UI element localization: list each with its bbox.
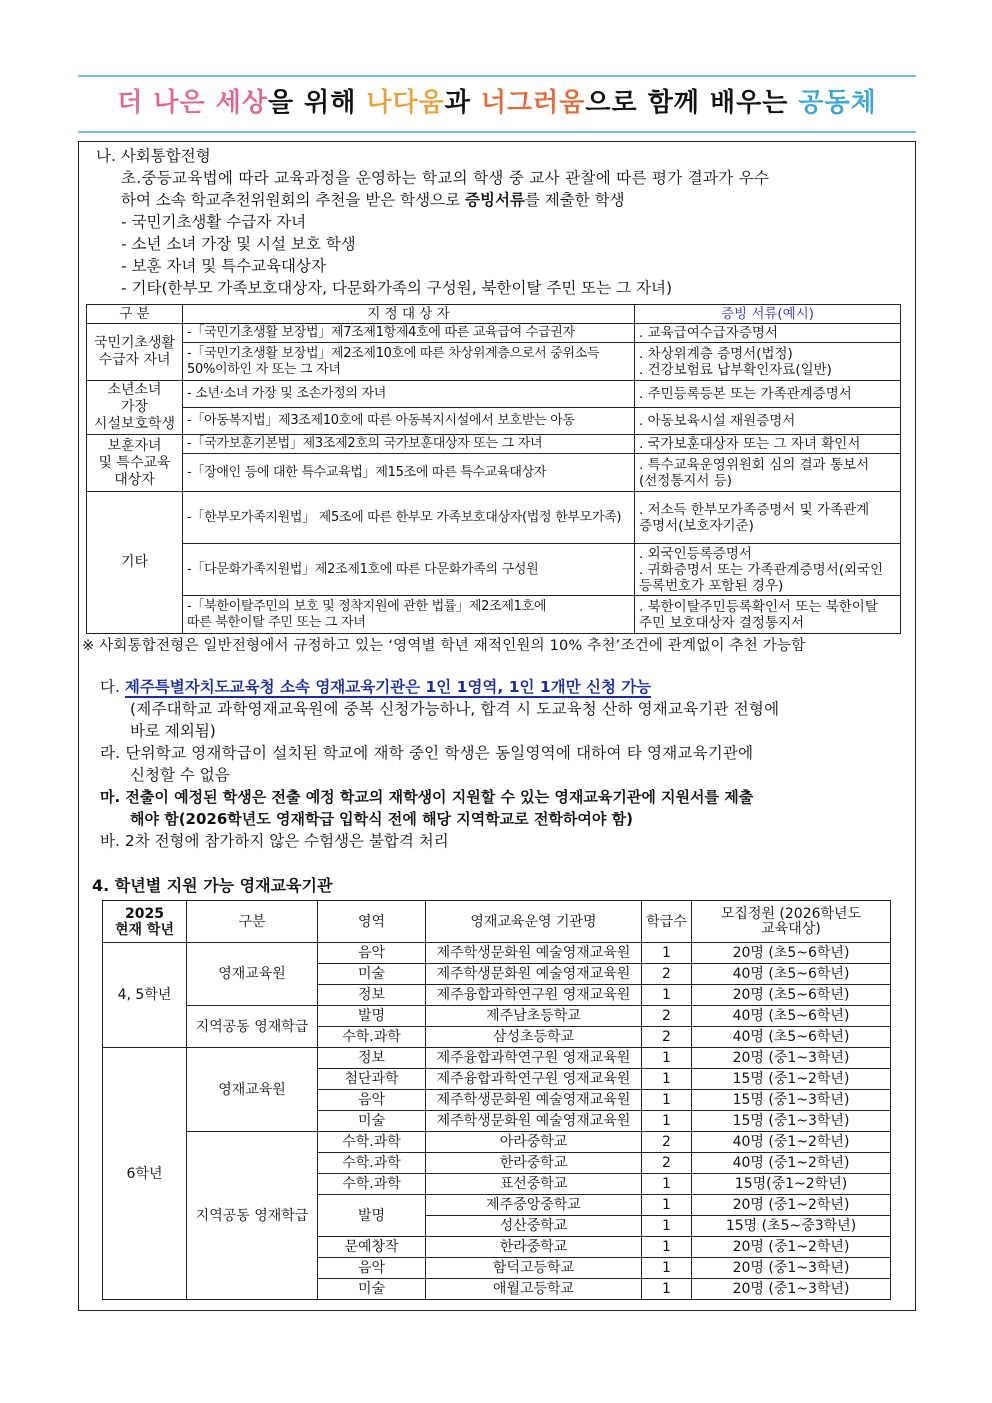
eligibility-row — [87, 596, 901, 634]
header-classes: 학급수 — [642, 901, 692, 943]
top-rule — [78, 75, 916, 77]
eligibility-documents: . 주민등록등본 또는 가족관계증명서 — [635, 381, 901, 408]
eligibility-target: -「북한이탈주민의 보호 및 정착지원에 관한 법률」제2조제1호에 따른 북한이탈 주민 또는 그 자녀 — [183, 596, 635, 634]
eligibility-target: -「국가보훈기본법」제3조제2호의 국가보훈대상자 또는 그 자녀 — [183, 435, 635, 454]
quota-cell: 15명(중1~2학년) — [692, 1174, 891, 1195]
area-cell: 발명 — [318, 1006, 426, 1027]
quota-cell: 20명 (초5~6학년) — [692, 985, 891, 1006]
area-cell: 음악 — [318, 1258, 426, 1279]
area-cell: 문예창작 — [318, 1237, 426, 1258]
eligibility-documents: . 특수교육운영위원회 심의 결과 통보서 (선정통지서 등) — [635, 454, 901, 492]
division-cell: 영재교육원 — [187, 943, 318, 1006]
classes-cell: 1 — [642, 1174, 692, 1195]
eligibility-row — [87, 454, 901, 492]
section-da-detail2: 바로 제외됨) — [130, 722, 216, 740]
quota-cell: 40명 (초5~6학년) — [692, 1027, 891, 1048]
note-text: ※ 사회통합전형은 일반전형에서 규정하고 있는 ‘영역별 학년 재적인원의 10% 추천’조건에 관계없이 추천 가능함 — [82, 638, 806, 654]
area-cell: 수학.과학 — [318, 1027, 426, 1048]
eligibility-category: 기타 — [87, 492, 183, 634]
bullet-item: - 보훈 자녀 및 특수교육대상자 — [121, 257, 326, 275]
eligibility-category: 국민기초생활 수급자 자녀 — [87, 324, 183, 381]
slogan-banner — [78, 82, 916, 128]
organization-cell: 표선중학교 — [426, 1174, 642, 1195]
eligibility-category: 소년소녀 가장 시설보호학생 — [87, 381, 183, 435]
quota-cell: 40명 (중1~2학년) — [692, 1153, 891, 1174]
institution-row — [103, 1048, 891, 1069]
section-ra-line2: 신청할 수 없음 — [130, 766, 230, 784]
slogan-part: 공동체 — [798, 88, 877, 118]
organization-cell: 한라중학교 — [426, 1237, 642, 1258]
classes-cell: 1 — [642, 1279, 692, 1300]
emphasis-documents: 증빙서류 — [465, 191, 525, 209]
eligibility-target: -「국민기초생활 보장법」제7조제1항제4호에 따른 교육급여 수급권자 — [183, 324, 635, 343]
quota-cell: 40명 (초5~6학년) — [692, 964, 891, 985]
grade-cell: 4, 5학년 — [103, 943, 187, 1048]
area-cell: 정보 — [318, 985, 426, 1006]
institution-row — [103, 943, 891, 964]
banner-bottom-rule — [78, 131, 916, 133]
quota-cell: 20명 (중1~3학년) — [692, 1258, 891, 1279]
area-cell: 수학.과학 — [318, 1174, 426, 1195]
classes-cell: 1 — [642, 1111, 692, 1132]
organization-cell: 아라중학교 — [426, 1132, 642, 1153]
eligibility-documents: . 외국인등록증명서 . 귀화증명서 또는 가족관계증명서(외국인 등록번호가 포함된 경우) — [635, 544, 901, 596]
header-documents: 증빙 서류(예시) — [635, 305, 901, 324]
classes-cell: 1 — [642, 1237, 692, 1258]
eligibility-target: -「한부모가족지원법」 제5조에 따른 한부모 가족보호대상자(법정 한부모가족) — [183, 492, 635, 544]
area-cell: 미술 — [318, 1279, 426, 1300]
division-cell: 지역공동 영재학급 — [187, 1132, 318, 1300]
quota-cell: 15명 (중1~2학년) — [692, 1069, 891, 1090]
grade-cell: 6학년 — [103, 1048, 187, 1300]
area-cell: 첨단과학 — [318, 1069, 426, 1090]
eligibility-target: -「아동복지법」제3조제10호에 따른 아동복지시설에서 보호받는 아동 — [183, 408, 635, 435]
classes-cell: 1 — [642, 1090, 692, 1111]
eligibility-row — [87, 408, 901, 435]
bullet-item: - 국민기초생활 수급자 자녀 — [121, 213, 307, 231]
area-cell: 음악 — [318, 1090, 426, 1111]
eligibility-documents: . 저소득 한부모가족증명서 및 가족관계 증명서(보호자기준) — [635, 492, 901, 544]
eligibility-row — [87, 381, 901, 408]
section-4-title: 4. 학년별 지원 가능 영재교육기관 — [92, 876, 333, 895]
organization-cell: 제주학생문화원 예술영재교육원 — [426, 1090, 642, 1111]
header-area: 영역 — [318, 901, 426, 943]
eligibility-row — [87, 324, 901, 343]
quota-cell: 20명 (중1~3학년) — [692, 1279, 891, 1300]
organization-cell: 삼성초등학교 — [426, 1027, 642, 1048]
header-grade: 2025 현재 학년 — [103, 901, 187, 943]
eligibility-row — [87, 492, 901, 544]
eligibility-documents: . 교육급여수급자증명서 — [635, 324, 901, 343]
eligibility-documents: . 북한이탈주민등록확인서 또는 북한이탈 주민 보호대상자 결정통지서 — [635, 596, 901, 634]
area-cell: 미술 — [318, 964, 426, 985]
classes-cell: 1 — [642, 1216, 692, 1237]
header-target: 지 정 대 상 자 — [183, 305, 635, 324]
organization-cell: 제주융합과학연구원 영재교육원 — [426, 985, 642, 1006]
institution-table — [102, 900, 891, 1300]
slogan-part: 을 위해 — [267, 88, 367, 118]
quota-cell: 20명 (중1~3학년) — [692, 1048, 891, 1069]
section-da-headline: 다. 제주특별자치도교육청 소속 영재교육기관은 1인 1영역, 1인 1개만 신청 가능 — [100, 678, 652, 696]
eligibility-documents: . 아동보육시설 재원증명서 — [635, 408, 901, 435]
eligibility-row — [87, 435, 901, 454]
section-na-title: 나. 사회통합전형 — [96, 147, 211, 165]
slogan-part: 과 — [444, 88, 481, 118]
division-cell: 영재교육원 — [187, 1048, 318, 1132]
eligibility-target: -「장애인 등에 대한 특수교육법」제15조에 따른 특수교육대상자 — [183, 454, 635, 492]
classes-cell: 1 — [642, 1258, 692, 1279]
section-ra-line1: 라. 단위학교 영재학급이 설치된 학교에 재학 중인 학생은 동일영역에 대하여 타 영재교육기관에 — [100, 744, 754, 762]
area-cell: 미술 — [318, 1111, 426, 1132]
classes-cell: 1 — [642, 943, 692, 964]
section-da-detail1: (제주대학교 과학영재교육원에 중복 신청가능하나, 합격 시 도교육청 산하 영재교육기관 전형에 — [130, 700, 780, 718]
quota-cell: 20명 (초5~6학년) — [692, 943, 891, 964]
eligibility-row — [87, 544, 901, 596]
institution-row — [103, 1006, 891, 1027]
classes-cell: 2 — [642, 1006, 692, 1027]
slogan-part: 나다움 — [366, 88, 445, 118]
quota-cell: 20명 (중1~2학년) — [692, 1237, 891, 1258]
eligibility-documents: . 차상위계층 증명서(법정) . 건강보험료 납부확인자료(일반) — [635, 343, 901, 381]
area-cell: 음악 — [318, 943, 426, 964]
section-ma-line1: 마. 전출이 예정된 학생은 전출 예정 학교의 재학생이 지원할 수 있는 영재교육기관에 지원서를 제출 — [100, 788, 754, 806]
eligibility-target: -「다문화가족지원법」제2조제1호에 따른 다문화가족의 구성원 — [183, 544, 635, 596]
classes-cell: 2 — [642, 1153, 692, 1174]
bullet-item: - 소년 소녀 가장 및 시설 보호 학생 — [121, 235, 356, 253]
quota-cell: 20명 (중1~2학년) — [692, 1195, 891, 1216]
organization-cell: 제주남초등학교 — [426, 1006, 642, 1027]
area-cell: 발명 — [318, 1195, 426, 1237]
area-cell: 수학.과학 — [318, 1153, 426, 1174]
organization-cell: 제주학생문화원 예술영재교육원 — [426, 943, 642, 964]
section-na-body-line1: 초.중등교육법에 따라 교육과정을 운영하는 학교의 학생 중 교사 관찰에 따른 평가 결과가 우수 — [121, 169, 770, 187]
quota-cell: 15명 (중1~3학년) — [692, 1111, 891, 1132]
classes-cell: 2 — [642, 964, 692, 985]
section-na-body-line2: 하여 소속 학교추천위원회의 추천을 받은 학생으로 증빙서류를 제출한 학생 — [121, 191, 625, 209]
organization-cell: 애월고등학교 — [426, 1279, 642, 1300]
eligibility-documents: . 국가보훈대상자 또는 그 자녀 확인서 — [635, 435, 901, 454]
classes-cell: 1 — [642, 1195, 692, 1216]
organization-cell: 제주융합과학연구원 영재교육원 — [426, 1048, 642, 1069]
organization-cell: 성산중학교 — [426, 1216, 642, 1237]
slogan-part: 너그러움 — [480, 88, 586, 118]
quota-cell: 15명 (중1~3학년) — [692, 1090, 891, 1111]
organization-cell: 한라중학교 — [426, 1153, 642, 1174]
eligibility-row — [87, 343, 901, 381]
quota-cell: 40명 (중1~2학년) — [692, 1132, 891, 1153]
classes-cell: 1 — [642, 1069, 692, 1090]
classes-cell: 2 — [642, 1027, 692, 1048]
eligibility-target: - 소년·소녀 가장 및 조손가정의 자녀 — [183, 381, 635, 408]
slogan-part: 더 나은 세상 — [117, 88, 268, 118]
slogan-part: 함께 배우는 — [647, 88, 799, 118]
header-division: 구분 — [187, 901, 318, 943]
classes-cell: 2 — [642, 1132, 692, 1153]
organization-cell: 제주학생문화원 예술영재교육원 — [426, 1111, 642, 1132]
section-ma-line2: 해야 함(2026학년도 영재학급 입학식 전에 해당 지역학교로 전학하여야 함) — [130, 810, 633, 828]
classes-cell: 1 — [642, 985, 692, 1006]
slogan-part: 으로 — [585, 88, 648, 118]
organization-cell: 제주중앙중학교 — [426, 1195, 642, 1216]
division-cell: 지역공동 영재학급 — [187, 1006, 318, 1048]
section-ba: 바. 2차 전형에 참가하지 않은 수험생은 불합격 처리 — [100, 832, 449, 850]
header-category: 구 분 — [87, 305, 183, 324]
header-organization: 영재교육운영 기관명 — [426, 901, 642, 943]
bullet-item: - 기타(한부모 가족보호대상자, 다문화가족의 구성원, 북한이탈 주민 또는 그 자녀) — [121, 279, 673, 297]
quota-cell: 15명 (초5~중3학년) — [692, 1216, 891, 1237]
area-cell: 정보 — [318, 1048, 426, 1069]
eligibility-category: 보훈자녀 및 특수교육 대상자 — [87, 435, 183, 492]
eligibility-table — [86, 304, 901, 634]
organization-cell: 제주학생문화원 예술영재교육원 — [426, 964, 642, 985]
quota-cell: 40명 (초5~6학년) — [692, 1006, 891, 1027]
organization-cell: 함덕고등학교 — [426, 1258, 642, 1279]
organization-cell: 제주융합과학연구원 영재교육원 — [426, 1069, 642, 1090]
institution-row — [103, 1132, 891, 1153]
area-cell: 수학.과학 — [318, 1132, 426, 1153]
header-quota: 모집정원 (2026학년도 교육대상) — [692, 901, 891, 943]
classes-cell: 1 — [642, 1048, 692, 1069]
eligibility-target: -「국민기초생활 보장법」제2조제10호에 따른 차상위계층으로서 중위소득 50%이하인 자 또는 그 자녀 — [183, 343, 635, 381]
